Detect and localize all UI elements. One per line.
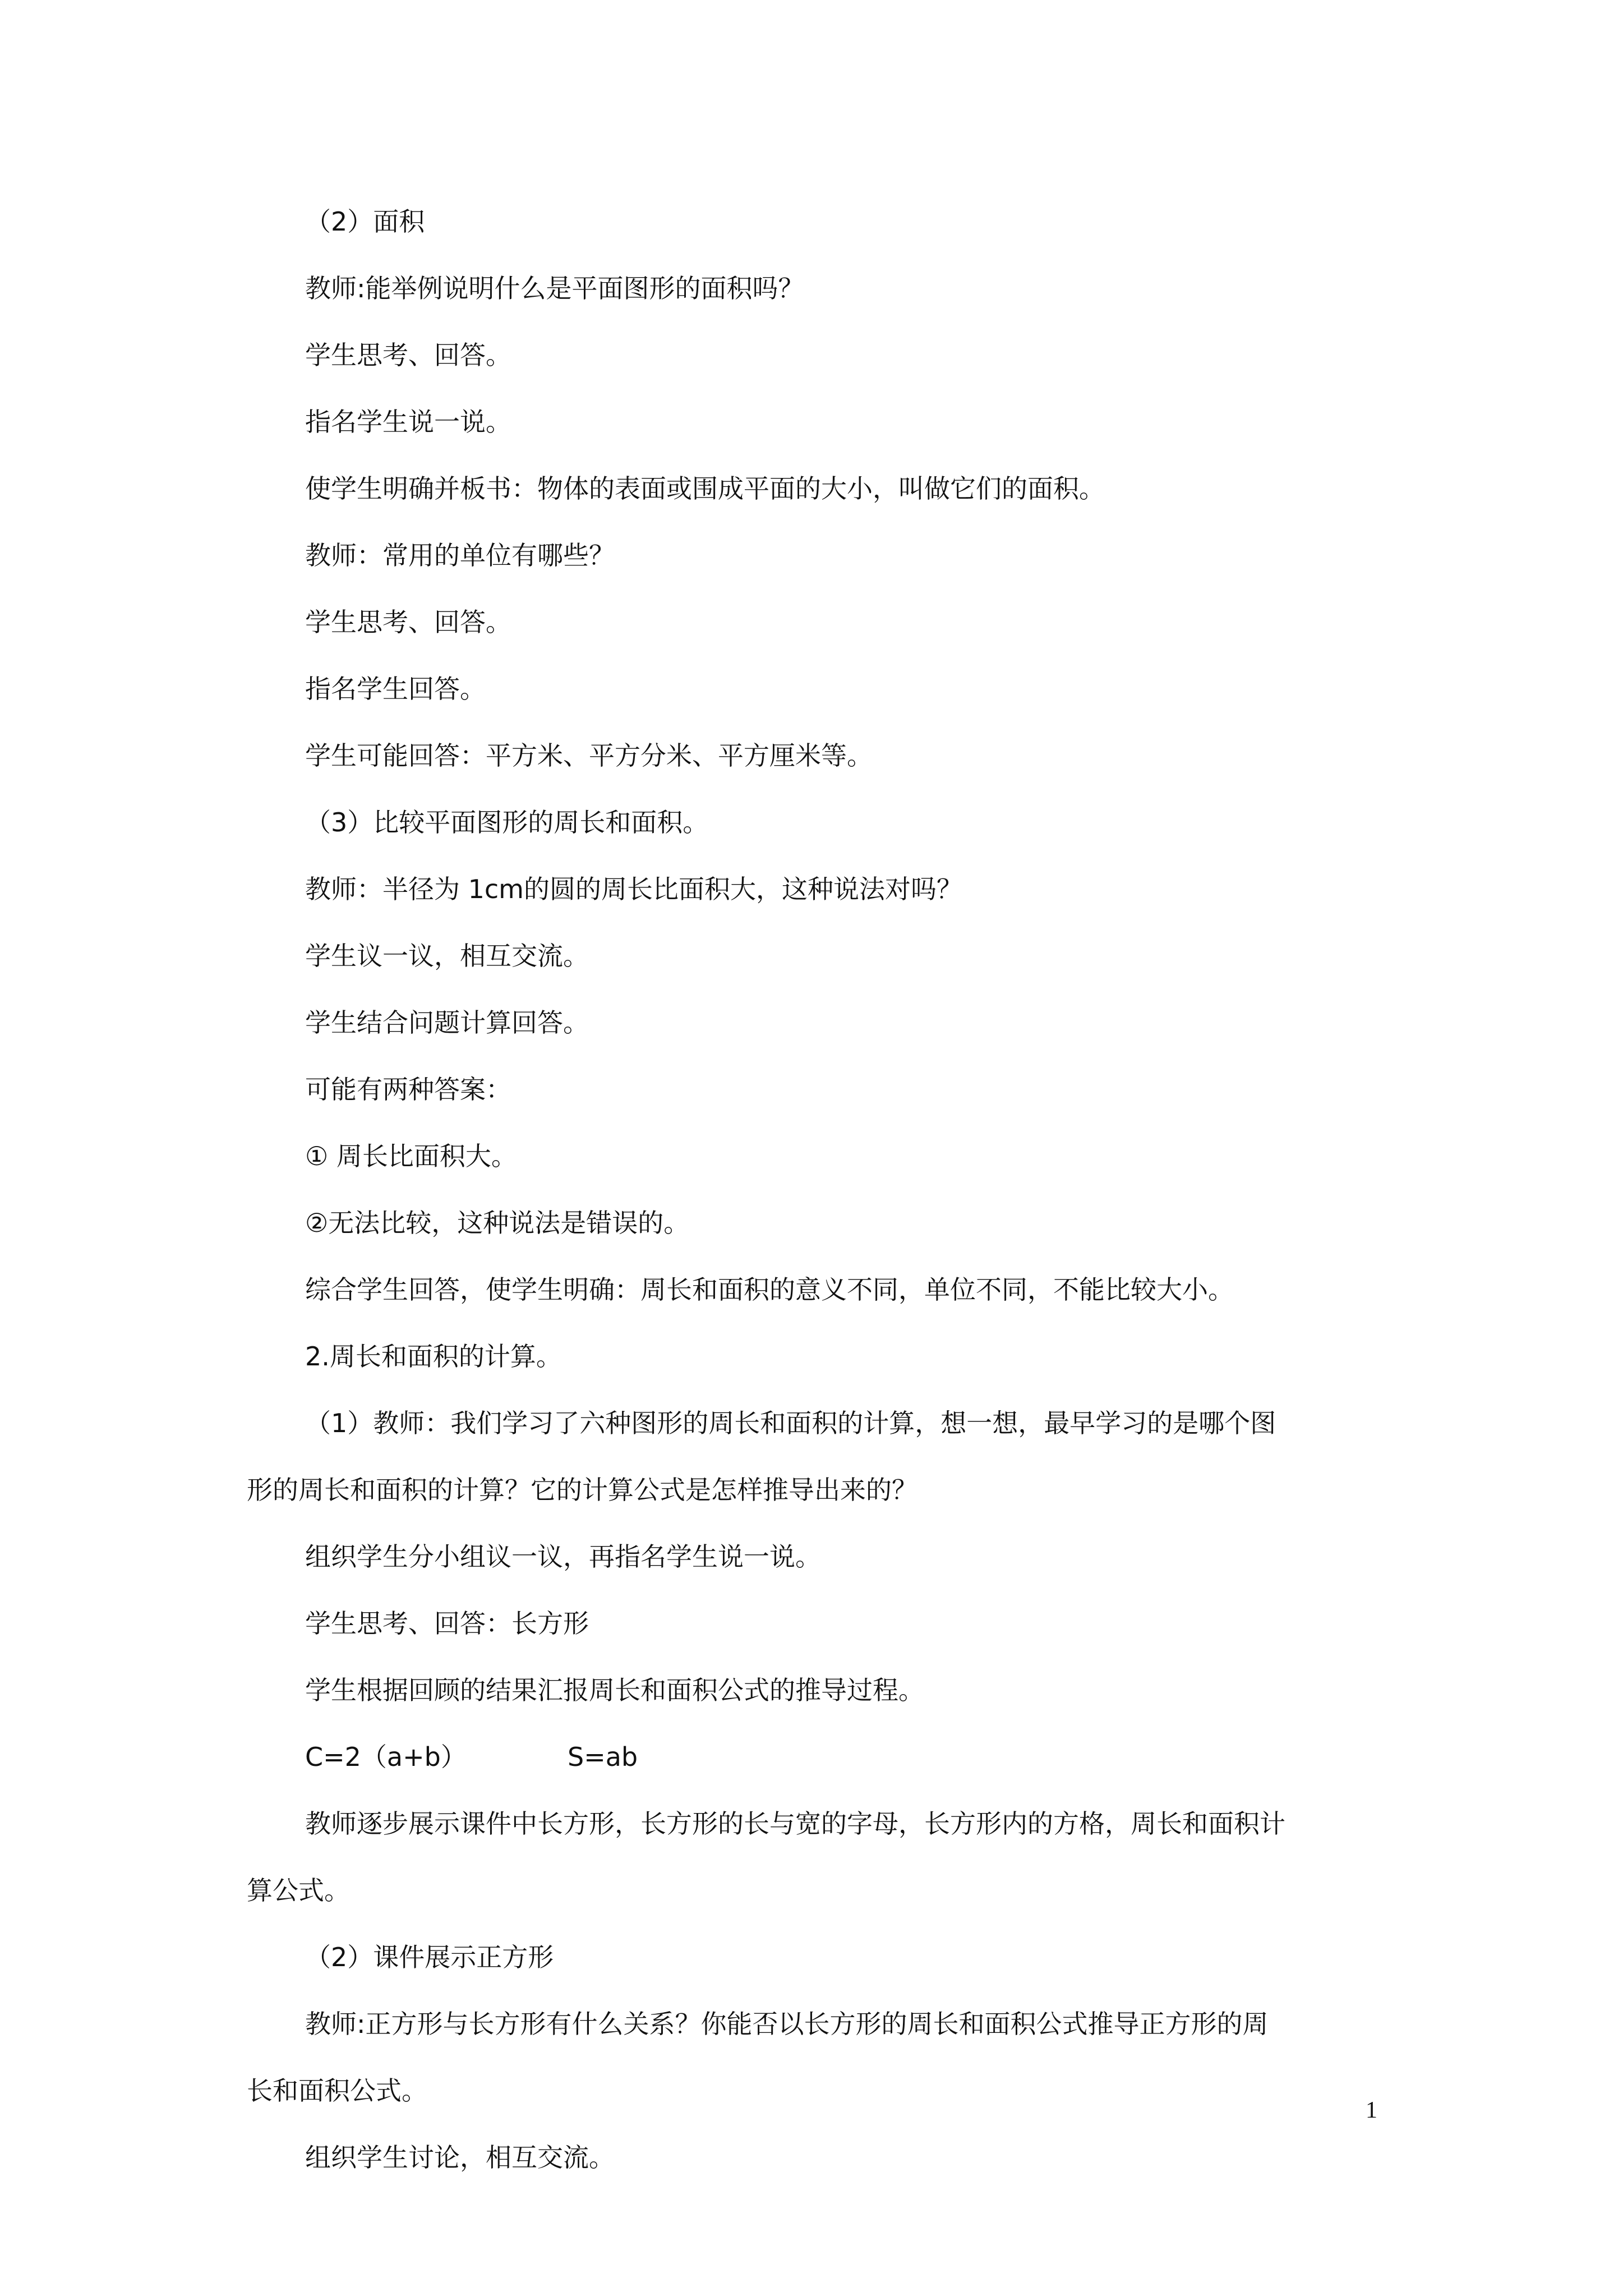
paragraph: 学生可能回答：平方米、平方分米、平方厘米等。 xyxy=(305,740,873,771)
paragraph: 指名学生回答。 xyxy=(305,674,486,704)
answer-item-1: ① 周长比面积大。 xyxy=(305,1141,517,1171)
paragraph: 学生根据回顾的结果汇报周长和面积公式的推导过程。 xyxy=(305,1675,924,1705)
paragraph: 教师:能举例说明什么是平面图形的面积吗？ xyxy=(305,273,804,303)
paragraph: 教师：常用的单位有哪些？ xyxy=(305,540,615,570)
page-number: 1 xyxy=(1366,2097,1377,2123)
paragraph: 学生议一议，相互交流。 xyxy=(305,941,589,971)
paragraph: 使学生明确并板书：物体的表面或围成平面的大小，叫做它们的面积。 xyxy=(305,473,1105,504)
paragraph-continuation: 长和面积公式。 xyxy=(247,2076,427,2106)
area-formula: S=ab xyxy=(568,1742,638,1772)
paragraph: 学生结合问题计算回答。 xyxy=(305,1007,589,1038)
paragraph-line: （1）教师：我们学习了六种图形的周长和面积的计算，想一想，最早学习的是哪个图 xyxy=(305,1408,1276,1438)
paragraph: 组织学生讨论，相互交流。 xyxy=(305,2142,615,2173)
section-heading-square: （2）课件展示正方形 xyxy=(305,1942,554,1972)
paragraph-continuation: 形的周长和面积的计算？它的计算公式是怎样推导出来的？ xyxy=(247,1475,917,1505)
paragraph-continuation: 算公式。 xyxy=(247,1875,350,1906)
section-heading-compare: （3）比较平面图形的周长和面积。 xyxy=(305,807,709,838)
document-body xyxy=(247,206,1396,2211)
formula-line xyxy=(247,1744,1396,1770)
paragraph-line: 教师:正方形与长方形有什么关系？你能否以长方形的周长和面积公式推导正方形的周 xyxy=(305,2009,1269,2039)
section-heading-calculation: 2.周长和面积的计算。 xyxy=(305,1341,562,1372)
paragraph: 学生思考、回答。 xyxy=(305,340,511,370)
paragraph: 综合学生回答，使学生明确：周长和面积的意义不同，单位不同，不能比较大小。 xyxy=(305,1274,1234,1305)
paragraph-line: 教师逐步展示课件中长方形，长方形的长与宽的字母，长方形内的方格，周长和面积计 xyxy=(305,1809,1285,1839)
perimeter-formula: C=2（a+b） xyxy=(305,1742,467,1772)
section-heading-area: （2）面积 xyxy=(305,206,425,237)
paragraph: 学生思考、回答：长方形 xyxy=(305,1608,589,1639)
paragraph: 教师：半径为 1cm的圆的周长比面积大，这种说法对吗？ xyxy=(305,874,962,904)
paragraph: 指名学生说一说。 xyxy=(305,407,511,437)
paragraph: 组织学生分小组议一议，再指名学生说一说。 xyxy=(305,1542,821,1572)
answer-item-2: ②无法比较，这种说法是错误的。 xyxy=(305,1208,690,1238)
paragraph: 可能有两种答案： xyxy=(305,1074,511,1105)
paragraph: 学生思考、回答。 xyxy=(305,607,511,637)
